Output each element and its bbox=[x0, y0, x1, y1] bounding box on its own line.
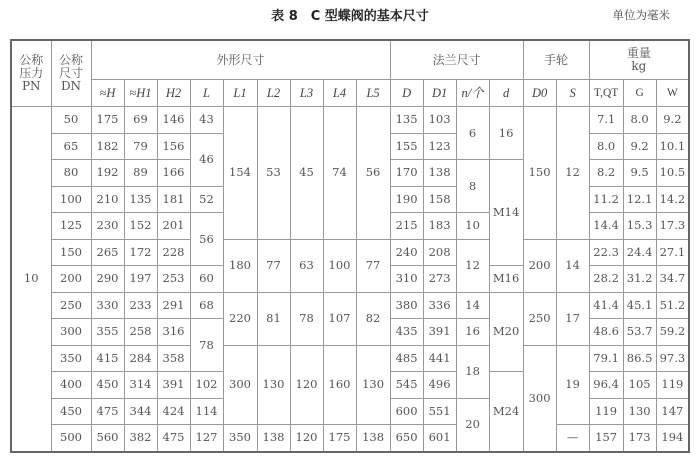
table-cell: 601 bbox=[423, 425, 456, 452]
table-row bbox=[11, 425, 689, 452]
table-cell: 9.2 bbox=[623, 133, 656, 160]
table-cell: 175 bbox=[91, 107, 124, 134]
table-cell: 560 bbox=[91, 425, 124, 452]
table-cell: 56 bbox=[190, 213, 223, 266]
table-cell: 182 bbox=[91, 133, 124, 160]
table-cell: 240 bbox=[390, 239, 423, 266]
column-header: d bbox=[489, 80, 523, 107]
table-cell: 50 bbox=[51, 107, 91, 134]
table-cell: 391 bbox=[423, 319, 456, 346]
column-header: D bbox=[390, 80, 423, 107]
table-cell: 265 bbox=[91, 239, 124, 266]
table-cell: 273 bbox=[423, 266, 456, 293]
table-cell: 96.4 bbox=[589, 372, 623, 399]
table-cell: 600 bbox=[390, 398, 423, 425]
table-cell: 77 bbox=[356, 239, 390, 292]
table-cell: 16 bbox=[489, 107, 523, 160]
table-cell: 68 bbox=[190, 292, 223, 319]
table-cell: 130 bbox=[356, 345, 390, 425]
table-cell: 138 bbox=[257, 425, 290, 452]
table-cell: 82 bbox=[356, 292, 390, 345]
table-cell: 150 bbox=[51, 239, 91, 266]
table-cell: 290 bbox=[91, 266, 124, 293]
table-cell: 74 bbox=[323, 107, 356, 240]
table-cell: 14 bbox=[556, 239, 589, 292]
table-cell: 208 bbox=[423, 239, 456, 266]
table-cell: 89 bbox=[124, 160, 157, 187]
table-cell: 10.5 bbox=[656, 160, 689, 187]
column-header: T,QT bbox=[589, 80, 623, 107]
table-cell: 34.7 bbox=[656, 266, 689, 293]
table-cell: 450 bbox=[51, 398, 91, 425]
table-cell: 24.4 bbox=[623, 239, 656, 266]
header-weight bbox=[589, 40, 689, 80]
table-row bbox=[11, 292, 689, 319]
column-header: L bbox=[190, 80, 223, 107]
column-header: L4 bbox=[323, 80, 356, 107]
column-header: n/个 bbox=[456, 80, 489, 107]
column-header: H2 bbox=[157, 80, 190, 107]
table-cell: 86.5 bbox=[623, 345, 656, 372]
table-cell: M16 bbox=[489, 266, 523, 293]
table-cell: 10 bbox=[11, 107, 51, 452]
table-cell: 158 bbox=[423, 186, 456, 213]
table-cell: 80 bbox=[51, 160, 91, 187]
table-cell: 8 bbox=[456, 160, 489, 213]
table-cell: 27.1 bbox=[656, 239, 689, 266]
table-cell: 14.4 bbox=[589, 213, 623, 240]
table-cell: 127 bbox=[190, 425, 223, 452]
table-cell: 12 bbox=[556, 107, 589, 240]
table-cell: 81 bbox=[257, 292, 290, 345]
column-header: L1 bbox=[223, 80, 257, 107]
table-cell: 8.0 bbox=[589, 133, 623, 160]
table-cell: 181 bbox=[157, 186, 190, 213]
header-outline: 外形尺寸 bbox=[91, 40, 390, 80]
table-cell: 350 bbox=[51, 345, 91, 372]
table-cell: 119 bbox=[656, 372, 689, 399]
table-cell: 155 bbox=[390, 133, 423, 160]
table-cell: 9.2 bbox=[656, 107, 689, 134]
table-cell: 200 bbox=[51, 266, 91, 293]
table-cell: 8.0 bbox=[623, 107, 656, 134]
table-cell: 7.1 bbox=[589, 107, 623, 134]
table-cell: 41.4 bbox=[589, 292, 623, 319]
table-cell: — bbox=[556, 425, 589, 452]
table-row bbox=[11, 345, 689, 372]
table-cell: 382 bbox=[124, 425, 157, 452]
table-cell: 220 bbox=[223, 292, 257, 345]
header-dn-line: 尺寸 bbox=[58, 66, 83, 80]
table-cell: 166 bbox=[157, 160, 190, 187]
table-cell: 79 bbox=[124, 133, 157, 160]
table-cell: 344 bbox=[124, 398, 157, 425]
table-cell: 350 bbox=[223, 425, 257, 452]
header-flange: 法兰尺寸 bbox=[390, 40, 523, 80]
table-cell: 51.2 bbox=[656, 292, 689, 319]
table-cell: 12.1 bbox=[623, 186, 656, 213]
table-cell: 17.3 bbox=[656, 213, 689, 240]
table-cell: 310 bbox=[390, 266, 423, 293]
table-cell: 79.1 bbox=[589, 345, 623, 372]
table-cell: 415 bbox=[91, 345, 124, 372]
table-cell: 135 bbox=[124, 186, 157, 213]
table-cell: 18 bbox=[456, 345, 489, 398]
table-cell: 314 bbox=[124, 372, 157, 399]
table-cell: 424 bbox=[157, 398, 190, 425]
table-cell: 114 bbox=[190, 398, 223, 425]
table-body bbox=[11, 107, 689, 452]
table-cell: 316 bbox=[157, 319, 190, 346]
table-cell: 45.1 bbox=[623, 292, 656, 319]
table-cell: 170 bbox=[390, 160, 423, 187]
table-cell: 475 bbox=[157, 425, 190, 452]
table-cell: 441 bbox=[423, 345, 456, 372]
table-cell: 56 bbox=[356, 107, 390, 240]
table-cell: 146 bbox=[157, 107, 190, 134]
table-cell: 391 bbox=[157, 372, 190, 399]
table-cell: 53.7 bbox=[623, 319, 656, 346]
table-cell: 355 bbox=[91, 319, 124, 346]
table-cell: 183 bbox=[423, 213, 456, 240]
table-cell: M20 bbox=[489, 292, 523, 372]
table-cell: 230 bbox=[91, 213, 124, 240]
table-cell: 172 bbox=[124, 239, 157, 266]
table-cell: 358 bbox=[157, 345, 190, 372]
column-header-row bbox=[11, 80, 689, 107]
table-cell: 10 bbox=[456, 213, 489, 240]
unit-note: 单位为毫米 bbox=[612, 8, 670, 22]
column-header: ≈H bbox=[91, 80, 124, 107]
table-cell: 43 bbox=[190, 107, 223, 134]
table-cell: 192 bbox=[91, 160, 124, 187]
header-dn-line: DN bbox=[60, 79, 82, 93]
header-dn-line: 公称 bbox=[58, 53, 83, 67]
table-cell: 291 bbox=[157, 292, 190, 319]
table-cell: 78 bbox=[190, 319, 223, 372]
butterfly-valve-dimensions-table bbox=[10, 39, 690, 453]
table-cell: 300 bbox=[523, 345, 556, 452]
table-cell: 8.2 bbox=[589, 160, 623, 187]
table-cell: 46 bbox=[190, 133, 223, 186]
table-cell: 103 bbox=[423, 107, 456, 134]
table-cell: 147 bbox=[656, 398, 689, 425]
table-cell: 173 bbox=[623, 425, 656, 452]
table-cell: 496 bbox=[423, 372, 456, 399]
table-cell: 119 bbox=[589, 398, 623, 425]
table-cell: 228 bbox=[157, 239, 190, 266]
table-cell: 201 bbox=[157, 213, 190, 240]
header-pn bbox=[11, 40, 51, 107]
table-cell: 100 bbox=[51, 186, 91, 213]
header-dn bbox=[51, 40, 91, 107]
table-cell: 138 bbox=[423, 160, 456, 187]
table-cell: 485 bbox=[390, 345, 423, 372]
table-cell: 14 bbox=[456, 292, 489, 319]
table-cell: 20 bbox=[456, 398, 489, 452]
table-cell: 551 bbox=[423, 398, 456, 425]
table-cell: 48.6 bbox=[589, 319, 623, 346]
table-cell: 78 bbox=[290, 292, 323, 345]
table-cell: 12 bbox=[456, 239, 489, 292]
table-cell: 52 bbox=[190, 186, 223, 213]
table-cell: 450 bbox=[91, 372, 124, 399]
table-cell: 435 bbox=[390, 319, 423, 346]
table-cell: 215 bbox=[390, 213, 423, 240]
table-row bbox=[11, 107, 689, 134]
header-pn-line: 公称 bbox=[19, 53, 44, 67]
table-cell: 300 bbox=[51, 319, 91, 346]
table-cell: 180 bbox=[223, 239, 257, 292]
table-cell: 77 bbox=[257, 239, 290, 292]
column-header: D0 bbox=[523, 80, 556, 107]
table-cell: 123 bbox=[423, 133, 456, 160]
table-cell: 190 bbox=[390, 186, 423, 213]
table-cell: 11.2 bbox=[589, 186, 623, 213]
table-cell: 475 bbox=[91, 398, 124, 425]
table-cell: 63 bbox=[290, 239, 323, 292]
column-header: G bbox=[623, 80, 656, 107]
table-cell: 120 bbox=[290, 345, 323, 425]
column-header: L3 bbox=[290, 80, 323, 107]
table-cell: 336 bbox=[423, 292, 456, 319]
table-cell: 15.3 bbox=[623, 213, 656, 240]
table-cell: 300 bbox=[223, 345, 257, 425]
table-cell: 152 bbox=[124, 213, 157, 240]
table-cell: 545 bbox=[390, 372, 423, 399]
table-cell: 60 bbox=[190, 266, 223, 293]
table-cell: 157 bbox=[589, 425, 623, 452]
table-cell: 154 bbox=[223, 107, 257, 240]
table-cell: 97.3 bbox=[656, 345, 689, 372]
table-cell: 253 bbox=[157, 266, 190, 293]
table-cell: 19 bbox=[556, 345, 589, 425]
table-cell: 156 bbox=[157, 133, 190, 160]
table-cell: 28.2 bbox=[589, 266, 623, 293]
header-pn-line: PN bbox=[21, 79, 41, 93]
table-cell: 380 bbox=[390, 292, 423, 319]
column-header: S bbox=[556, 80, 589, 107]
table-cell: 16 bbox=[456, 319, 489, 346]
table-cell: 59.2 bbox=[656, 319, 689, 346]
table-cell: 160 bbox=[323, 345, 356, 425]
table-cell: 197 bbox=[124, 266, 157, 293]
table-cell: 650 bbox=[390, 425, 423, 452]
table-cell: 175 bbox=[323, 425, 356, 452]
table-cell: 9.5 bbox=[623, 160, 656, 187]
table-cell: 100 bbox=[323, 239, 356, 292]
table-cell: 125 bbox=[51, 213, 91, 240]
table-cell: 150 bbox=[523, 107, 556, 240]
table-cell: 22.3 bbox=[589, 239, 623, 266]
table-cell: 250 bbox=[51, 292, 91, 319]
table-cell: 200 bbox=[523, 239, 556, 292]
table-cell: 210 bbox=[91, 186, 124, 213]
header-weight-unit: kg bbox=[631, 59, 647, 73]
header-weight-line: 重量 bbox=[626, 46, 651, 60]
table-cell: 105 bbox=[623, 372, 656, 399]
table-cell: 400 bbox=[51, 372, 91, 399]
column-header: ≈H1 bbox=[124, 80, 157, 107]
table-cell: 53 bbox=[257, 107, 290, 240]
column-header: L2 bbox=[257, 80, 290, 107]
table-cell: 31.2 bbox=[623, 266, 656, 293]
table-cell: 120 bbox=[290, 425, 323, 452]
column-header: W bbox=[656, 80, 689, 107]
table-cell: 135 bbox=[390, 107, 423, 134]
column-header: D1 bbox=[423, 80, 456, 107]
table-cell: 130 bbox=[623, 398, 656, 425]
table-cell: 65 bbox=[51, 133, 91, 160]
table-row bbox=[11, 239, 689, 266]
table-cell: 45 bbox=[290, 107, 323, 240]
table-cell: 102 bbox=[190, 372, 223, 399]
table-cell: 284 bbox=[124, 345, 157, 372]
table-cell: 69 bbox=[124, 107, 157, 134]
table-cell: 500 bbox=[51, 425, 91, 452]
table-cell: 250 bbox=[523, 292, 556, 345]
table-cell: 138 bbox=[356, 425, 390, 452]
table-cell: 233 bbox=[124, 292, 157, 319]
header-pn-line: 压力 bbox=[19, 66, 44, 80]
table-cell: 107 bbox=[323, 292, 356, 345]
column-header: L5 bbox=[356, 80, 390, 107]
table-title: 表 8 C 型蝶阀的基本尺寸 bbox=[271, 9, 429, 24]
table-cell: 330 bbox=[91, 292, 124, 319]
table-cell: 258 bbox=[124, 319, 157, 346]
table-cell: 17 bbox=[556, 292, 589, 345]
table-cell: 194 bbox=[656, 425, 689, 452]
table-cell: 130 bbox=[257, 345, 290, 425]
table-cell: M14 bbox=[489, 160, 523, 266]
table-cell: M24 bbox=[489, 372, 523, 452]
table-cell: 10.1 bbox=[656, 133, 689, 160]
header-handwheel: 手轮 bbox=[523, 40, 589, 80]
table-cell: 14.2 bbox=[656, 186, 689, 213]
table-cell: 6 bbox=[456, 107, 489, 160]
